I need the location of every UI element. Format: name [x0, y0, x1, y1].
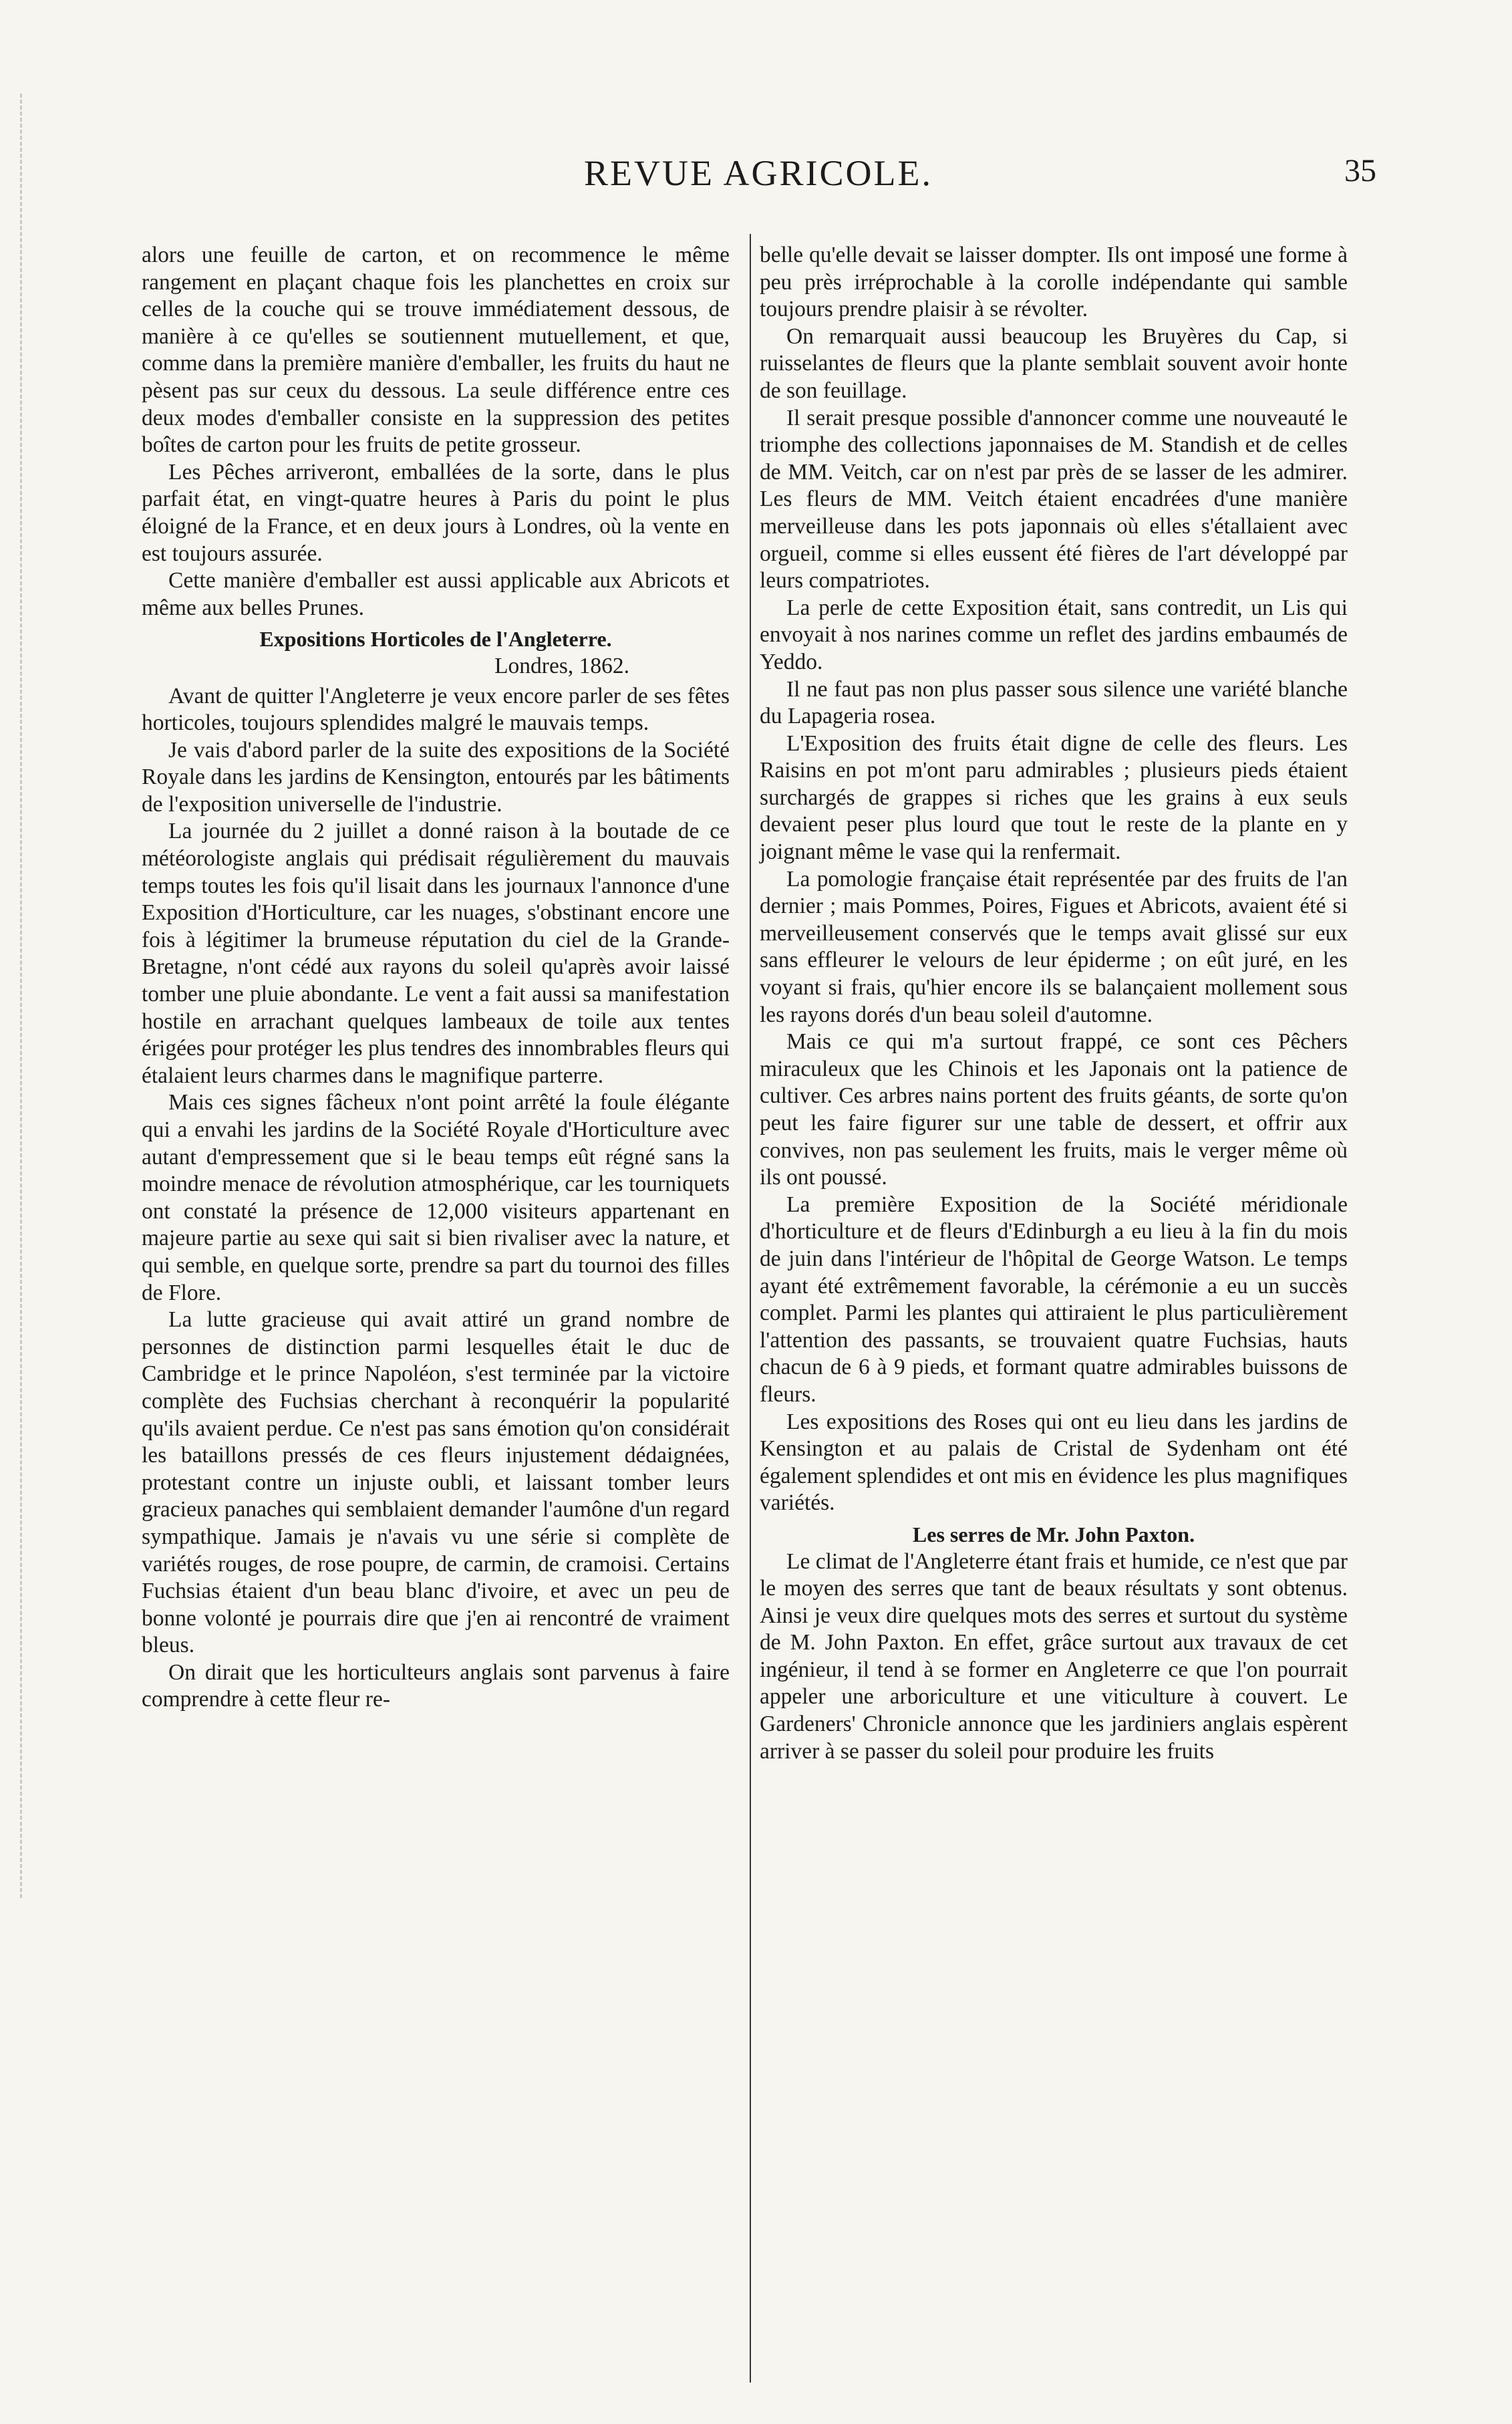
- paragraph: Mais ce qui m'a surtout frappé, ce sont ces Pêchers miraculeux que les Chinois et les Japonais ont la patience de cultiver. Ces arbres nains portent des fruits géants, de sorte qu'on peut les faire figurer sur une table de dessert, et offrir aux convives, non pas seulement les fruits, mais le verger même où ils ont poussé.: [760, 1029, 1348, 1190]
- paragraph: Il ne faut pas non plus passer sous silence une variété blanche du Lapageria rosea.: [760, 676, 1348, 729]
- paragraph: Cette manière d'emballer est aussi applicable aux Abricots et même aux belles Prunes.: [142, 568, 730, 620]
- paragraph: Les expositions des Roses qui ont eu lieu dans les jardins de Kensington et au palais de Cristal de Sydenham ont été également splendides et ont mis en évidence les plus magnifiques variétés.: [760, 1409, 1348, 1516]
- paragraph: Mais ces signes fâcheux n'ont point arrêté la foule élégante qui a envahi les jardins de la Société Royale d'Horticulture avec autant d'empressement que si le beau temps eût régné sans la moindre menace de révolution atmosphérique, car les tourniquets ont constaté la présence de 12,000 visiteurs appartenant en majeure partie au sexe qui sait si bien rivaliser avec la nature, et qui semble, en quelque sorte, prendre sa part du tournoi des filles de Flore.: [142, 1090, 730, 1305]
- paragraph: Le climat de l'Angleterre étant frais et humide, ce n'est que par le moyen des serres que tant de beaux résultats y sont obtenus. Ainsi je veux dire quelques mots des serres et surtout du système de M. John Paxton. En effet, grâce surtout aux travaux de cet ingénieur, il tend à se former en Angleterre ce que l'on pourrait appeler une arboriculture et une viticulture à couvert. Le Gardeners' Chronicle annonce que les jardiniers anglais espèrent arriver à se passer du soleil pour produire les fruits: [760, 1548, 1348, 1764]
- page-binding-edge: [20, 94, 31, 1898]
- column-divider: [750, 234, 751, 2383]
- running-title: REVUE AGRICOLE.: [584, 153, 933, 193]
- left-column: [142, 242, 730, 1714]
- paragraph: belle qu'elle devait se laisser dompter. Ils ont imposé une forme à peu près irréprochable à la corolle indépendante qui samble toujours prendre plaisir à se révolter.: [760, 243, 1348, 322]
- paragraph: L'Exposition des fruits était digne de celle des fleurs. Les Raisins en pot m'ont paru admirables ; plusieurs pieds étaient surchargés de grappes si riches que les grains à eux seuls devaient peser plus lourd que tout le reste de la plante en y joignant même le vase qui la renfermait.: [760, 730, 1348, 865]
- paragraph: La pomologie française était représentée par des fruits de l'an dernier ; mais Pommes, Poires, Figues et Abricots, avaient été si merveilleusement conservés que le temps avait glissé sur eux sans effleurer le velours de leur épiderme ; on eût juré, en les voyant si frais, qu'hier encore ils se balançaient mollement sous les rayons dorés d'un beau soleil d'automne.: [760, 866, 1348, 1027]
- paragraph: La lutte gracieuse qui avait attiré un grand nombre de personnes de distinction parmi lesquelles était le duc de Cambridge et le prince Napoléon, s'est terminée par la victoire complète des Fuchsias cherchant à reconquérir la popularité qu'ils avaient perdue. Ce n'est pas sans émotion qu'on considérait les bataillons pressés de ces fleurs injustement dédaignées, protestant contre un injuste oubli, et laissant tomber leurs gracieux panaches qui semblaient demander l'aumône d'un regard sympathique. Jamais je n'avais vu une série si complète de variétés rouges, de rose poupre, de carmin, de cramoisi. Certains Fuchsias étaient d'un beau blanc d'ivoire, et avec un peu de bonne volonté je pourrais dire que j'en ai rencontré de vraiment bleus.: [142, 1307, 730, 1658]
- paragraph: La première Exposition de la Société méridionale d'horticulture et de fleurs d'Edinburgh a eu lieu à la fin du mois de juin dans l'intérieur de l'hôpital de George Watson. Le temps ayant été extrêmement favorable, la cérémonie a eu un succès complet. Parmi les plantes qui attiraient le plus particulièrement l'attention des passants, se trouvaient quatre Fuchsias, hauts chacun de 6 à 9 pieds, et formant quatre admirables buissons de fleurs.: [760, 1192, 1348, 1407]
- paragraph: Il serait presque possible d'annoncer comme une nouveauté le triomphe des collections japonnaises de M. Standish et de celles de MM. Veitch, car on n'est par près de se lasser de les admirer. Les fleurs de MM. Veitch étaient encadrées d'une manière merveilleuse dans les pots japonnais où elles s'étallaient avec orgueil, comme si elles eussent été fières de l'art développé par leurs compatriotes.: [760, 405, 1348, 593]
- paragraph: On dirait que les horticulteurs anglais sont parvenus à faire comprendre à cette fleur re-: [142, 1659, 730, 1712]
- dateline: Londres, 1862.: [494, 653, 629, 678]
- paragraph: La journée du 2 juillet a donné raison à la boutade de ce météorologiste anglais qui prédisait régulièrement du mauvais temps toutes les fois qu'il lisait dans les journaux l'annonce d'une Exposition d'Horticulture, car les nuages, s'obstinant encore une fois à légitimer la brumeuse réputation du ciel de la Grande-Bretagne, n'ont cédé aux rayons du soleil qu'après avoir laissé tomber une pluie abondante. Le vent a fait aussi sa manifestation hostile en arrachant quelques lambeaux de toile aux tentes érigées pour protéger les plus tendres des innombrables fleurs qui étalaient leurs charmes dans le magnifique parterre.: [142, 819, 730, 1088]
- section-heading: Les serres de Mr. John Paxton.: [912, 1522, 1195, 1546]
- paragraph: alors une feuille de carton, et on recommence le même rangement en plaçant chaque fois les planchettes en croix sur celles de la couche qui se trouve immédiatement dessous, de manière à ce qu'elles se soutiennent mutuellement, et que, comme dans la première manière d'emballer, les fruits du haut ne pèsent pas sur ceux du dessous. La seule différence entre ces deux modes d'emballer consiste en la suppression des petites boîtes de carton pour les fruits de petite grosseur.: [142, 243, 730, 458]
- section-heading: Expositions Horticoles de l'Angleterre.: [259, 627, 612, 652]
- paragraph: La perle de cette Exposition était, sans contredit, un Lis qui envoyait à nos narines comme un reflet des jardins embaumés de Yeddo.: [760, 595, 1348, 674]
- paragraph: Je vais d'abord parler de la suite des expositions de la Société Royale dans les jardins de Kensington, entourés par les bâtiments de l'exposition universelle de l'industrie.: [142, 737, 730, 817]
- paragraph: Les Pêches arriveront, emballées de la sorte, dans le plus parfait état, en vingt-quatre heures à Paris du point le plus éloigné de la France, et en deux jours à Londres, où la vente en est toujours assurée.: [142, 459, 730, 566]
- paragraph: Avant de quitter l'Angleterre je veux encore parler de ses fêtes horticoles, toujours splendides malgré le mauvais temps.: [142, 683, 730, 736]
- right-column: [760, 242, 1348, 1765]
- page-number: 35: [1344, 153, 1376, 188]
- paragraph: On remarquait aussi beaucoup les Bruyères du Cap, si ruisselantes de fleurs que la plante semblait souvent avoir honte de son feuillage.: [760, 323, 1348, 403]
- running-header: [140, 152, 1376, 199]
